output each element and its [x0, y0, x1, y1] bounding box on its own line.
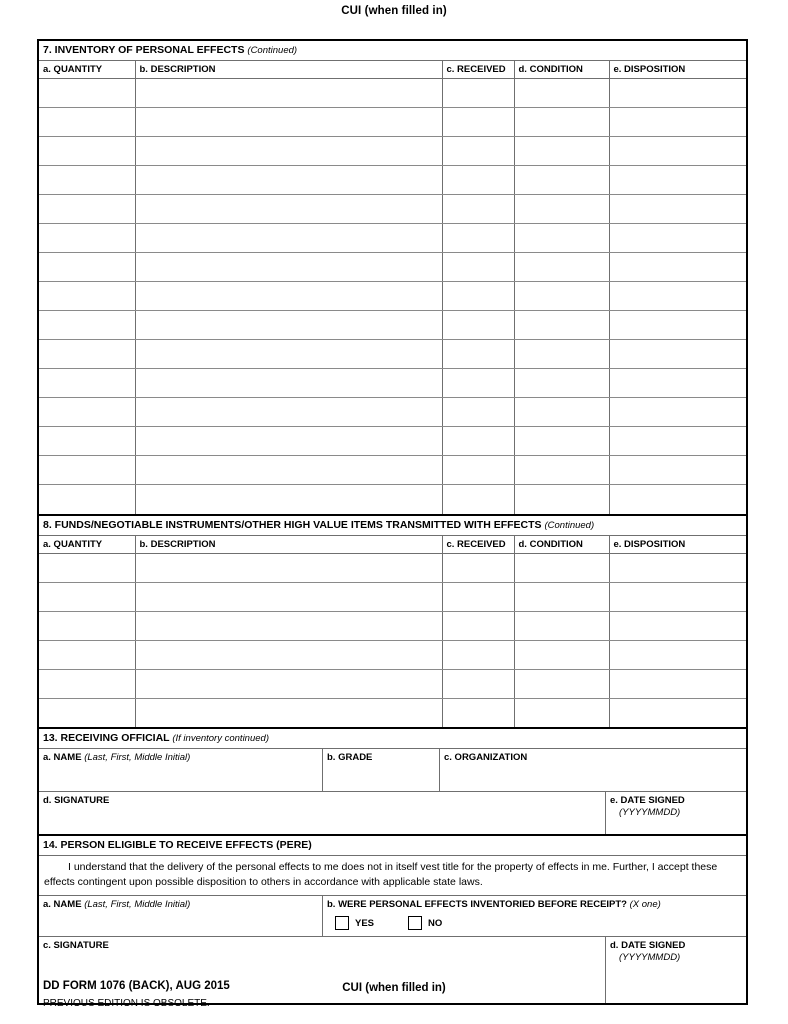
cell-condition[interactable] — [514, 79, 609, 108]
cell-description[interactable] — [135, 485, 442, 514]
pere-name-hint: (Last, First, Middle Initial) — [84, 899, 191, 910]
receiving-official-grade-field[interactable] — [322, 749, 439, 791]
column-header-description: b. DESCRIPTION — [135, 536, 442, 554]
cell-received[interactable] — [442, 456, 514, 485]
pere-name-field[interactable] — [39, 896, 322, 936]
cell-description[interactable] — [135, 166, 442, 195]
cell-description[interactable] — [135, 640, 442, 669]
cell-quantity[interactable] — [39, 611, 135, 640]
cell-received[interactable] — [442, 485, 514, 514]
column-header-received: c. RECEIVED — [442, 536, 514, 554]
section-13-title: 13. RECEIVING OFFICIAL — [43, 732, 170, 744]
cell-received[interactable] — [442, 340, 514, 369]
section-13-header — [39, 727, 746, 749]
cell-received[interactable] — [442, 137, 514, 166]
table-row — [39, 311, 746, 340]
section-8-title: 8. FUNDS/NEGOTIABLE INSTRUMENTS/OTHER HIGH VALUE ITEMS TRANSMITTED WITH EFFECTS — [43, 518, 542, 531]
column-header-received: c. RECEIVED — [442, 61, 514, 79]
cell-disposition[interactable] — [609, 137, 746, 166]
cell-description[interactable] — [135, 582, 442, 611]
cell-quantity[interactable] — [39, 137, 135, 166]
table-row — [39, 669, 746, 698]
cell-condition[interactable] — [514, 698, 609, 727]
cell-condition[interactable] — [514, 485, 609, 514]
cell-disposition[interactable] — [609, 282, 746, 311]
cell-condition[interactable] — [514, 369, 609, 398]
cell-disposition[interactable] — [609, 553, 746, 582]
cell-condition[interactable] — [514, 669, 609, 698]
cell-condition[interactable] — [514, 553, 609, 582]
cell-disposition[interactable] — [609, 79, 746, 108]
cell-quantity[interactable] — [39, 282, 135, 311]
column-header-condition: d. CONDITION — [514, 536, 609, 554]
section-7-header — [39, 41, 746, 61]
cell-disposition[interactable] — [609, 369, 746, 398]
table-row — [39, 698, 746, 727]
cell-quantity[interactable] — [39, 398, 135, 427]
cell-received[interactable] — [442, 311, 514, 340]
cell-description[interactable] — [135, 553, 442, 582]
cell-quantity[interactable] — [39, 340, 135, 369]
pere-inventoried-hint: (X one) — [629, 899, 661, 910]
cell-disposition[interactable] — [609, 427, 746, 456]
cell-condition[interactable] — [514, 340, 609, 369]
cell-description[interactable] — [135, 456, 442, 485]
cell-quantity[interactable] — [39, 108, 135, 137]
table-row — [39, 137, 746, 166]
pere-date-label: d. DATE SIGNED — [610, 940, 686, 951]
receiving-official-signature-label: d. SIGNATURE — [43, 795, 110, 806]
section-8-inventory-table — [39, 536, 746, 728]
cell-received[interactable] — [442, 398, 514, 427]
cell-quantity[interactable] — [39, 427, 135, 456]
table-row — [39, 398, 746, 427]
cell-quantity[interactable] — [39, 79, 135, 108]
cell-disposition[interactable] — [609, 698, 746, 727]
section-14-consent-text: I understand that the delivery of the personal effects to me does not in itself vest title for the property of effects in me. Further, I accept these effects contingent upon possible disposition to others in accordance with applicable state laws. — [39, 856, 746, 896]
cell-disposition[interactable] — [609, 611, 746, 640]
cell-condition[interactable] — [514, 640, 609, 669]
page-footer — [0, 980, 788, 1024]
column-header-description: b. DESCRIPTION — [135, 61, 442, 79]
cell-condition[interactable] — [514, 311, 609, 340]
checkbox-no-label: NO — [428, 917, 443, 929]
cell-condition[interactable] — [514, 398, 609, 427]
cell-condition[interactable] — [514, 166, 609, 195]
table-row — [39, 427, 746, 456]
cell-condition[interactable] — [514, 456, 609, 485]
cell-received[interactable] — [442, 698, 514, 727]
section-14-identity-row — [39, 896, 746, 936]
cui-banner-top: CUI (when filled in) — [341, 5, 447, 17]
table-row — [39, 553, 746, 582]
cell-quantity[interactable] — [39, 253, 135, 282]
form-body — [37, 39, 748, 1005]
cell-condition[interactable] — [514, 282, 609, 311]
cell-disposition[interactable] — [609, 456, 746, 485]
section-7-inventory-table — [39, 61, 746, 514]
section-7-continued: (Continued) — [247, 45, 298, 56]
cell-disposition[interactable] — [609, 485, 746, 514]
table-row — [39, 79, 746, 108]
cell-description[interactable] — [135, 79, 442, 108]
cell-disposition[interactable] — [609, 669, 746, 698]
cell-disposition[interactable] — [609, 640, 746, 669]
cell-description[interactable] — [135, 427, 442, 456]
table-row — [39, 582, 746, 611]
cell-description[interactable] — [135, 398, 442, 427]
cell-condition[interactable] — [514, 582, 609, 611]
receiving-official-organization-field[interactable] — [439, 749, 746, 791]
section-13-signature-row — [39, 791, 746, 834]
cell-quantity[interactable] — [39, 224, 135, 253]
pere-name-label: a. NAME — [43, 899, 82, 910]
table-row — [39, 640, 746, 669]
cell-quantity[interactable] — [39, 553, 135, 582]
cell-description[interactable] — [135, 108, 442, 137]
cell-quantity[interactable] — [39, 698, 135, 727]
table-row — [39, 108, 746, 137]
cui-banner-bottom: CUI (when filled in) — [342, 982, 446, 994]
column-header-disposition: e. DISPOSITION — [609, 536, 746, 554]
table-row — [39, 456, 746, 485]
receiving-official-date-format: (YYYYMMDD) — [619, 807, 681, 818]
section-8-header — [39, 514, 746, 536]
cell-received[interactable] — [442, 224, 514, 253]
column-header-quantity: a. QUANTITY — [39, 536, 135, 554]
section-7-rows — [39, 79, 746, 514]
receiving-official-name-hint: (Last, First, Middle Initial) — [84, 752, 191, 763]
cell-description[interactable] — [135, 282, 442, 311]
cell-condition[interactable] — [514, 253, 609, 282]
cell-received[interactable] — [442, 282, 514, 311]
table-row — [39, 369, 746, 398]
section-14-title: 14. PERSON ELIGIBLE TO RECEIVE EFFECTS (PERE) — [43, 839, 312, 851]
section-7-title: 7. INVENTORY OF PERSONAL EFFECTS — [43, 44, 245, 56]
cell-description[interactable] — [135, 669, 442, 698]
cell-quantity[interactable] — [39, 166, 135, 195]
cell-received[interactable] — [442, 427, 514, 456]
table-row — [39, 611, 746, 640]
cell-received[interactable] — [442, 195, 514, 224]
cell-condition[interactable] — [514, 137, 609, 166]
cell-description[interactable] — [135, 611, 442, 640]
cell-received[interactable] — [442, 553, 514, 582]
cell-condition[interactable] — [514, 427, 609, 456]
cell-quantity[interactable] — [39, 369, 135, 398]
cell-received[interactable] — [442, 253, 514, 282]
receiving-official-date-signed-field[interactable] — [605, 792, 746, 834]
column-header-condition: d. CONDITION — [514, 61, 609, 79]
cell-condition[interactable] — [514, 611, 609, 640]
checkbox-yes[interactable] — [335, 916, 349, 930]
cell-quantity[interactable] — [39, 640, 135, 669]
cell-disposition[interactable] — [609, 340, 746, 369]
cell-received[interactable] — [442, 582, 514, 611]
column-header-quantity: a. QUANTITY — [39, 61, 135, 79]
section-7-header-row — [39, 61, 746, 79]
cell-received[interactable] — [442, 108, 514, 137]
table-row — [39, 253, 746, 282]
cell-condition[interactable] — [514, 195, 609, 224]
cell-disposition[interactable] — [609, 253, 746, 282]
checkbox-yes-label: YES — [355, 917, 375, 929]
cell-quantity[interactable] — [39, 311, 135, 340]
cell-received[interactable] — [442, 369, 514, 398]
cell-quantity[interactable] — [39, 582, 135, 611]
table-row — [39, 485, 746, 514]
cell-quantity[interactable] — [39, 485, 135, 514]
table-row — [39, 340, 746, 369]
receiving-official-organization-label: c. ORGANIZATION — [444, 752, 528, 763]
cell-disposition[interactable] — [609, 398, 746, 427]
form-identifier: DD FORM 1076 (BACK), AUG 2015 — [43, 980, 230, 992]
previous-edition-notice: PREVIOUS EDITION IS OBSOLETE. — [43, 998, 210, 1009]
cell-description[interactable] — [135, 369, 442, 398]
checkbox-no[interactable] — [408, 916, 422, 930]
table-row — [39, 224, 746, 253]
cell-description[interactable] — [135, 340, 442, 369]
cell-description[interactable] — [135, 253, 442, 282]
pere-inventoried-options — [327, 911, 746, 930]
section-8-rows — [39, 553, 746, 727]
cell-description[interactable] — [135, 195, 442, 224]
section-13-continued: (If inventory continued) — [172, 733, 269, 744]
cell-received[interactable] — [442, 669, 514, 698]
cell-description[interactable] — [135, 224, 442, 253]
cell-quantity[interactable] — [39, 195, 135, 224]
section-13-identity-row — [39, 749, 746, 791]
section-8-continued: (Continued) — [544, 519, 595, 531]
pere-date-format: (YYYYMMDD) — [619, 952, 681, 963]
cell-quantity[interactable] — [39, 669, 135, 698]
cell-description[interactable] — [135, 698, 442, 727]
cell-condition[interactable] — [514, 108, 609, 137]
pere-signature-label: c. SIGNATURE — [43, 940, 109, 951]
receiving-official-date-label: e. DATE SIGNED — [610, 795, 685, 806]
table-row — [39, 282, 746, 311]
cell-disposition[interactable] — [609, 311, 746, 340]
cell-received[interactable] — [442, 79, 514, 108]
cell-condition[interactable] — [514, 224, 609, 253]
cell-disposition[interactable] — [609, 195, 746, 224]
column-header-disposition: e. DISPOSITION — [609, 61, 746, 79]
pere-inventoried-question-field — [322, 896, 746, 936]
cell-received[interactable] — [442, 611, 514, 640]
receiving-official-signature-field[interactable] — [39, 792, 605, 834]
table-row — [39, 166, 746, 195]
receiving-official-grade-label: b. GRADE — [327, 752, 373, 763]
cell-description[interactable] — [135, 311, 442, 340]
table-row — [39, 195, 746, 224]
cell-received[interactable] — [442, 640, 514, 669]
cell-disposition[interactable] — [609, 166, 746, 195]
cell-disposition[interactable] — [609, 224, 746, 253]
section-8-header-row — [39, 536, 746, 554]
receiving-official-name-label: a. NAME — [43, 752, 82, 763]
cell-quantity[interactable] — [39, 456, 135, 485]
cell-disposition[interactable] — [609, 108, 746, 137]
pere-inventoried-label: b. WERE PERSONAL EFFECTS INVENTORIED BEFORE RECEIPT? — [327, 899, 627, 910]
section-14-header — [39, 834, 746, 856]
cell-received[interactable] — [442, 166, 514, 195]
receiving-official-name-field[interactable] — [39, 749, 322, 791]
cell-description[interactable] — [135, 137, 442, 166]
cell-disposition[interactable] — [609, 582, 746, 611]
